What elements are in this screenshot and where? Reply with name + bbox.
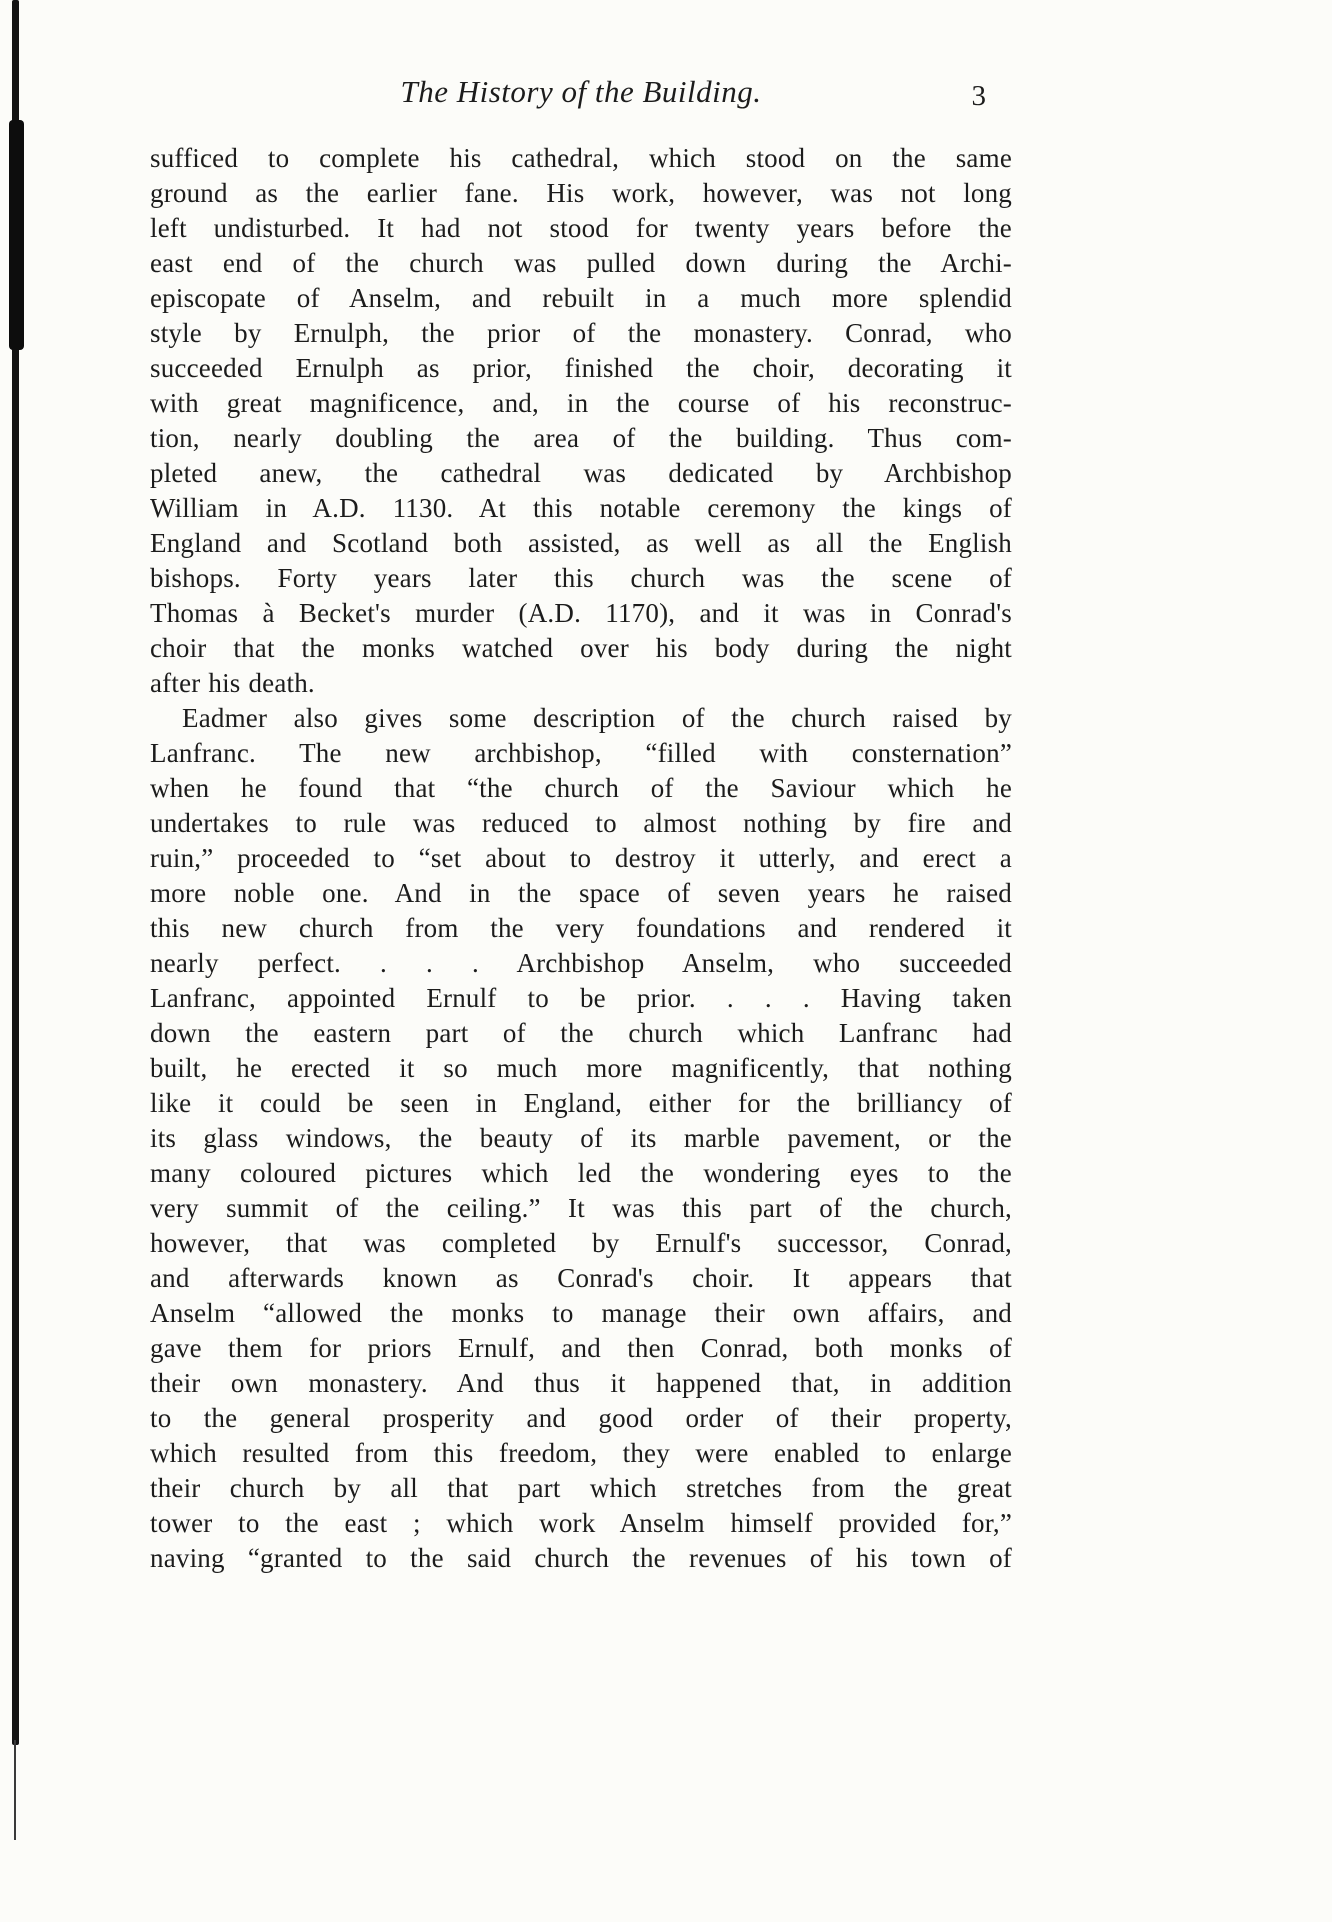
text-line: gave them for priors Ernulf, and then Conrad, both monks of [150,1333,1012,1363]
text-line: episcopate of Anselm, and rebuilt in a much more splendid [150,283,1012,313]
text-line: tion, nearly doubling the area of the building. Thus com- [150,423,1012,453]
text-line: east end of the church was pulled down during the Archi- [150,248,1012,278]
text-line: tower to the east ; which work Anselm himself provided for,” [150,1508,1012,1538]
text-line: Anselm “allowed the monks to manage their own affairs, and [150,1298,1012,1328]
text-line: however, that was completed by Ernulf's successor, Conrad, [150,1228,1012,1258]
text-line: succeeded Ernulph as prior, finished the choir, decorating it [150,353,1012,383]
text-line: this new church from the very foundations and rendered it [150,913,1012,943]
text-line: their own monastery. And thus it happened that, in addition [150,1368,1012,1398]
text-line: Lanfranc. The new archbishop, “filled with consternation” [150,738,1012,768]
text-line: England and Scotland both assisted, as well as all the English [150,528,1012,558]
text-line: undertakes to rule was reduced to almost nothing by fire and [150,808,1012,838]
text-line: many coloured pictures which led the wondering eyes to the [150,1158,1012,1188]
text-line: like it could be seen in England, either for the brilliancy of [150,1088,1012,1118]
text-line: nearly perfect. . . . Archbishop Anselm, who succeeded [150,948,1012,978]
text-line: Thomas à Becket's murder (A.D. 1170), and it was in Conrad's [150,598,1012,628]
text-line: with great magnificence, and, in the course of his reconstruc- [150,388,1012,418]
text-block [150,141,1012,1576]
text-line: when he found that “the church of the Saviour which he [150,773,1012,803]
binding-edge-tail [14,1740,16,1840]
text-line: to the general prosperity and good order of their property, [150,1403,1012,1433]
page-title: The History of the Building. [400,74,762,109]
text-line: left undisturbed. It had not stood for twenty years before the [150,213,1012,243]
paragraph-2 [150,701,1012,1576]
text-line: very summit of the ceiling.” It was this part of the church, [150,1193,1012,1223]
text-line: pleted anew, the cathedral was dedicated by Archbishop [150,458,1012,488]
text-line: and afterwards known as Conrad's choir. It appears that [150,1263,1012,1293]
text-line: which resulted from this freedom, they were enabled to enlarge [150,1438,1012,1468]
text-line: its glass windows, the beauty of its marble pavement, or the [150,1123,1012,1153]
text-line: more noble one. And in the space of seven years he raised [150,878,1012,908]
text-line: their church by all that part which stretches from the great [150,1473,1012,1503]
text-line: naving “granted to the said church the revenues of his town of [150,1543,1012,1573]
paragraph-1 [150,141,1012,701]
page-number: 3 [971,80,986,112]
text-line: choir that the monks watched over his body during the night [150,633,1012,663]
text-line: sufficed to complete his cathedral, which stood on the same [150,143,1012,173]
text-line: down the eastern part of the church which Lanfranc had [150,1018,1012,1048]
page-header [150,74,1012,118]
binding-edge-thick [9,120,24,350]
text-line: ruin,” proceeded to “set about to destroy it utterly, and erect a [150,843,1012,873]
text-line: built, he erected it so much more magnificently, that nothing [150,1053,1012,1083]
text-line: Lanfranc, appointed Ernulf to be prior. . . . Having taken [150,983,1012,1013]
text-line: style by Ernulph, the prior of the monastery. Conrad, who [150,318,1012,348]
text-line: bishops. Forty years later this church was the scene of [150,563,1012,593]
text-line: ground as the earlier fane. His work, however, was not long [150,178,1012,208]
text-line: William in A.D. 1130. At this notable ceremony the kings of [150,493,1012,523]
text-line: Eadmer also gives some description of the church raised by [182,703,1012,733]
text-line: after his death. [150,668,315,698]
